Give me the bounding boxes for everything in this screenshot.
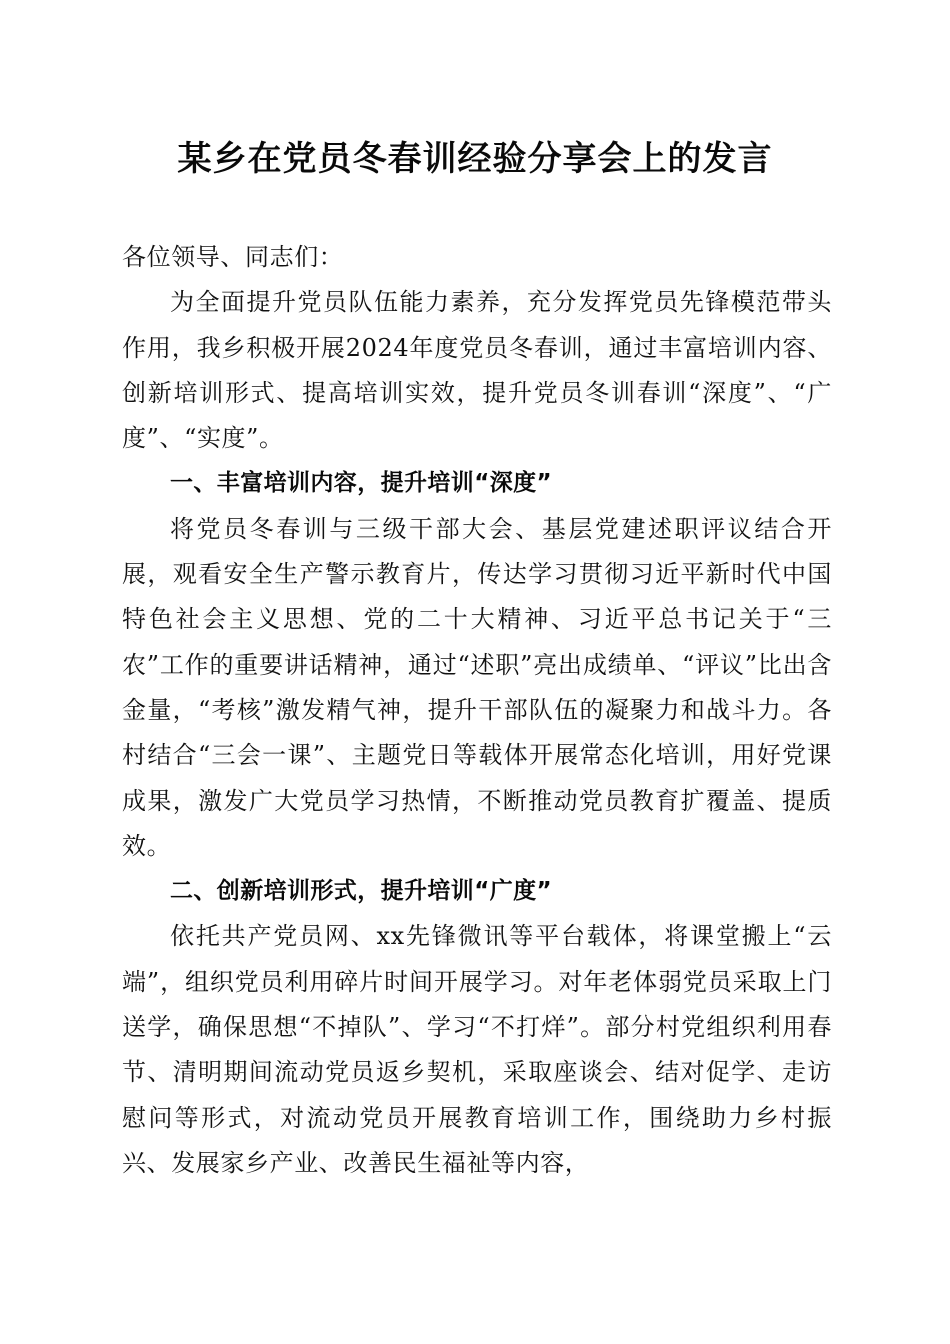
document-body xyxy=(122,235,832,1186)
section-heading: 一、丰富培训内容，提升培训“深度” xyxy=(170,470,553,497)
salutation: 各位领导、同志们： xyxy=(122,243,344,271)
section-paragraph: 依托共产党员网、xx先锋微讯等平台载体，将课堂搬上“云端”，组织党员利用碎片时间开展学习。对年老体弱党员采取上门送学，确保思想“不掉队”、学习“不打烊”。部分村党组织利用春节、清明期间流动党员返乡契机，采取座谈会、结对促学、走访慰问等形式，对流动党员开展教育培训工作，围绕助力乡村振兴、发展家乡产业、改善民生福祉等内容， xyxy=(122,922,832,1177)
document-title: 某乡在党员冬春训经验分享会上的发言 xyxy=(177,139,773,179)
section-heading: 二、创新培训形式，提升培训“广度” xyxy=(170,878,553,905)
section-paragraph: 将党员冬春训与三级干部大会、基层党建述职评议结合开展，观看安全生产警示教育片，传达学习贯彻习近平新时代中国特色社会主义思想、党的二十大精神、习近平总书记关于“三农”工作的重要讲话精神，通过“述职”亮出成绩单、“评议”比出含金量，“考核”激发精气神，提升干部队伍的凝聚力和战斗力。各村结合“三会一课”、主题党日等载体开展常态化培训，用好党课成果，激发广大党员学习热情，不断推动党员教育扩覆盖、提质效。 xyxy=(122,514,832,860)
intro-paragraph: 为全面提升党员队伍能力素养，充分发挥党员先锋模范带头作用，我乡积极开展2024年度党员冬春训，通过丰富培训内容、创新培训形式、提高培训实效，提升党员冬训春训“深度”、“广度”、“实度”。 xyxy=(122,288,832,453)
